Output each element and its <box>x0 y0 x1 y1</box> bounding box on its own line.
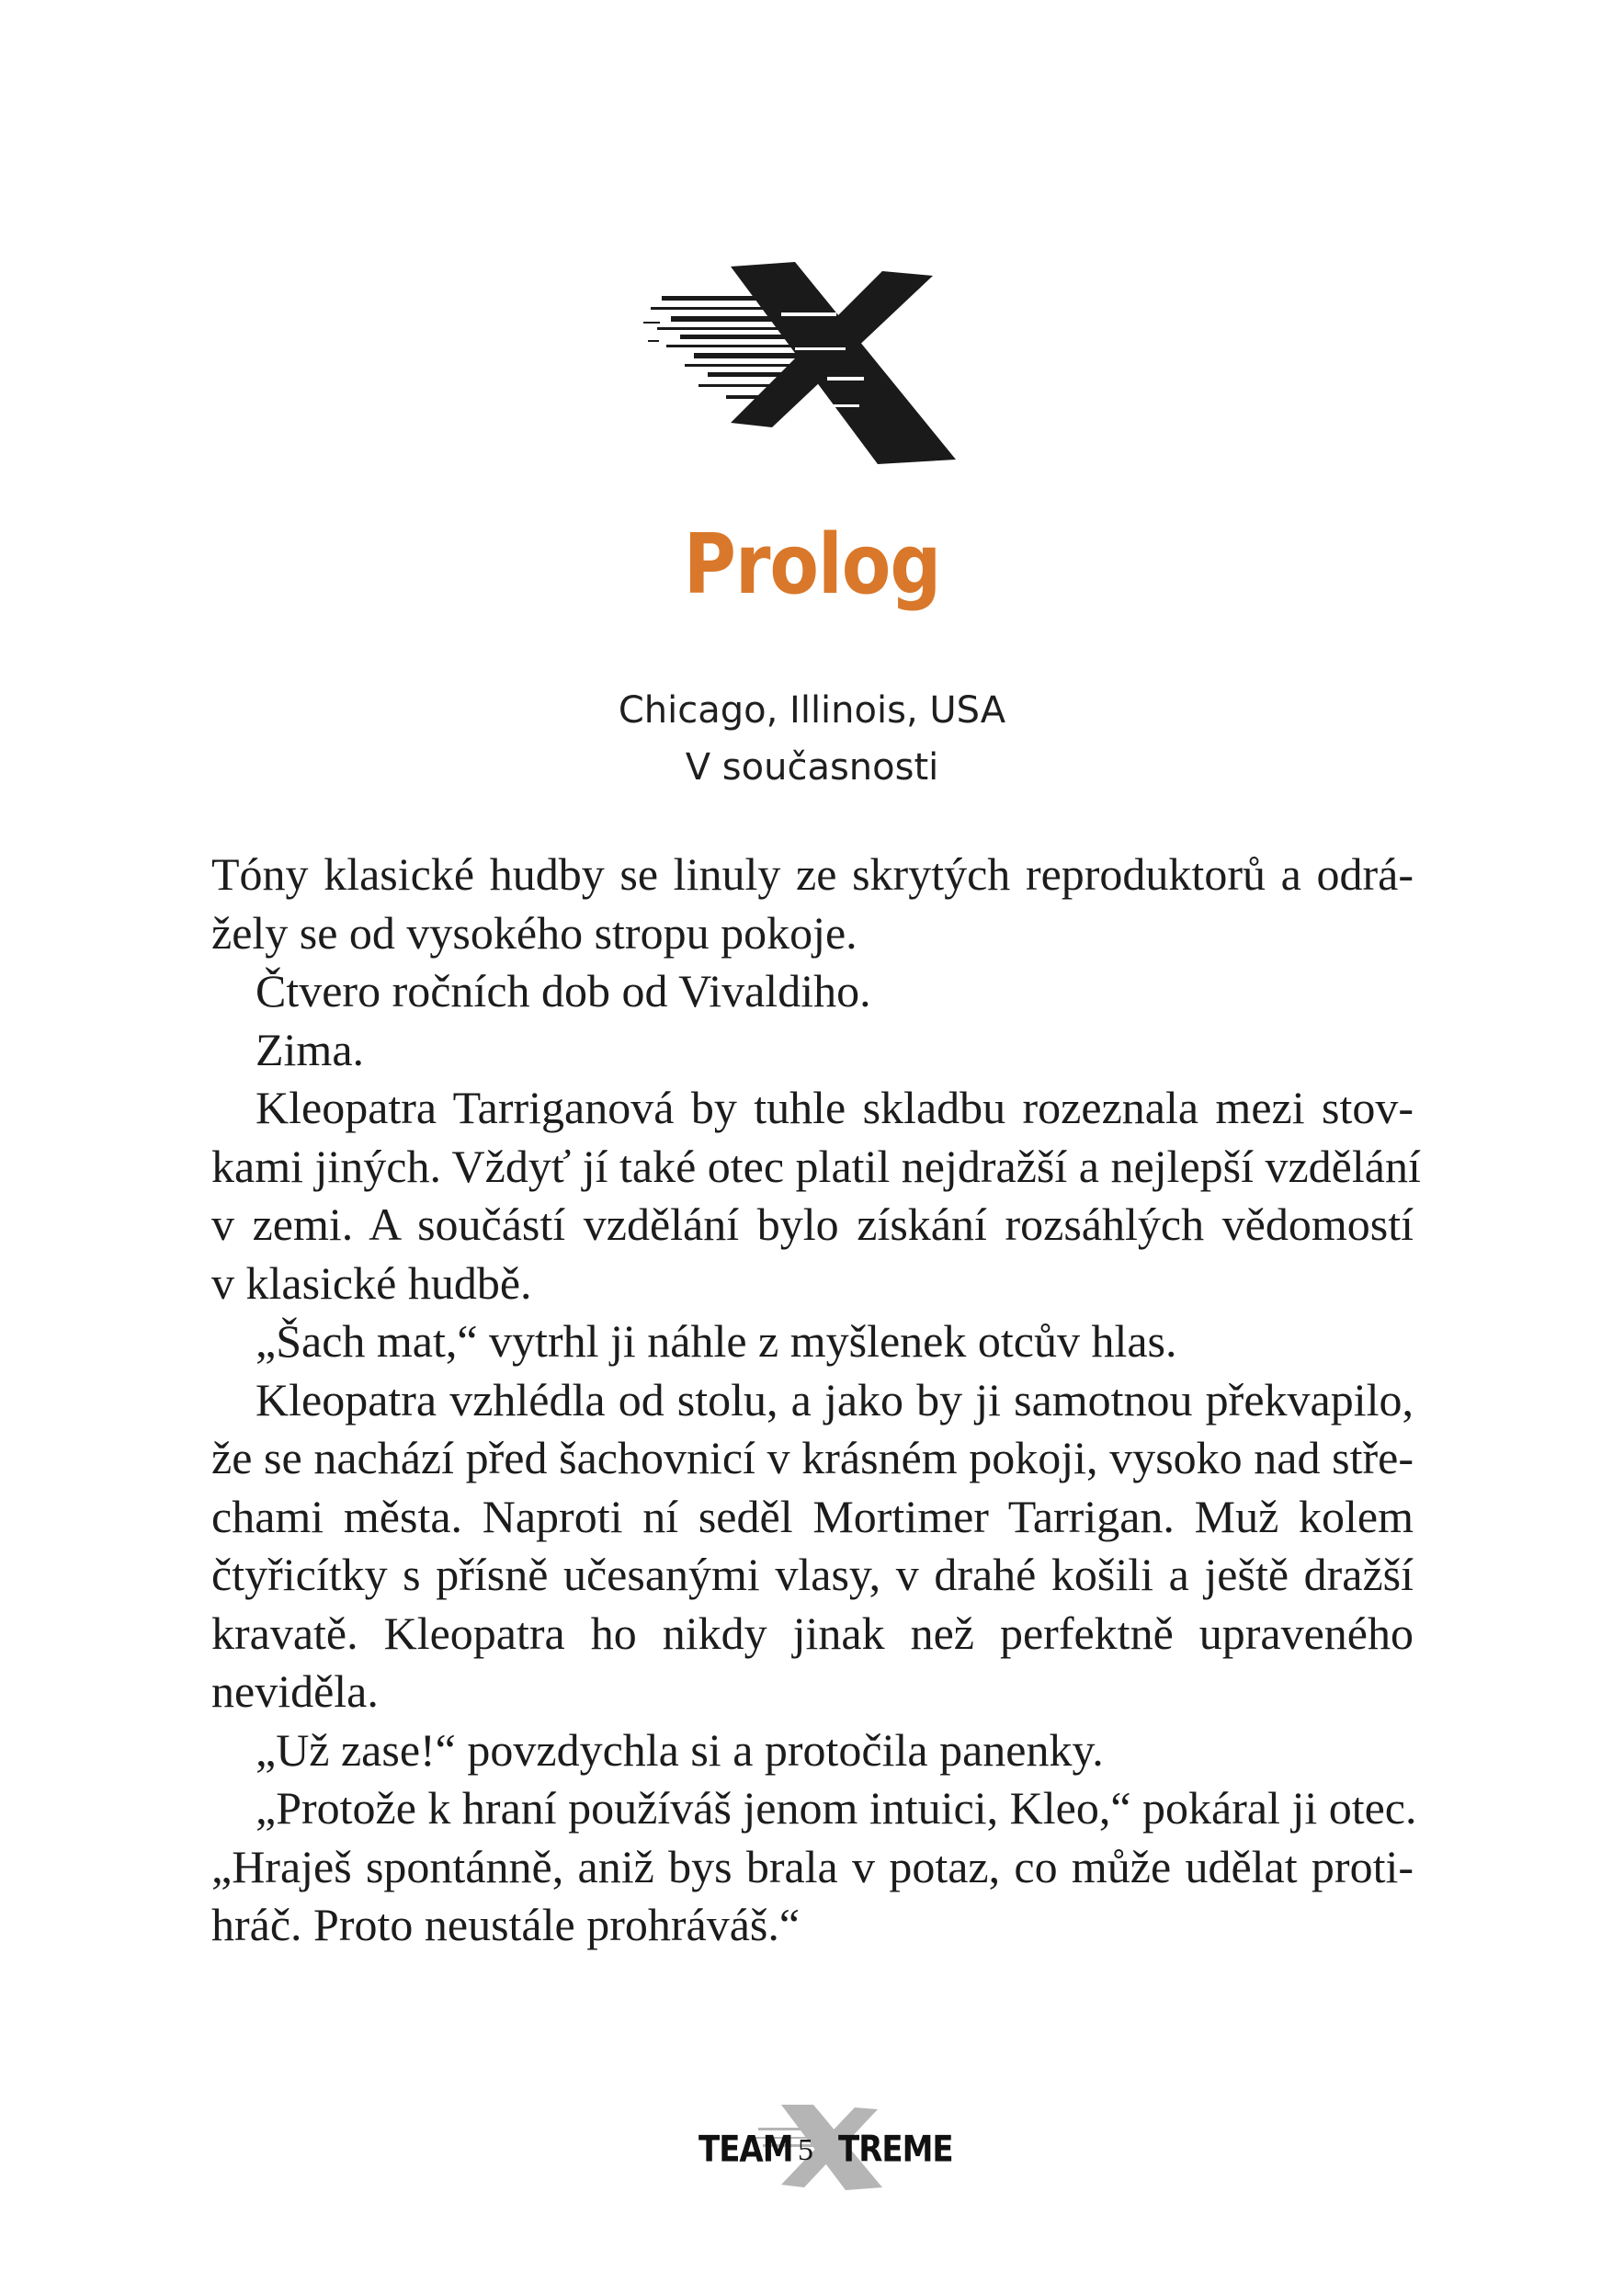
chapter-body <box>211 846 1421 1955</box>
text-line: Tóny klasické hudby se linuly ze skrytých reproduktorů a odrá- <box>211 848 1414 900</box>
text-line: neviděla. <box>211 1665 379 1717</box>
text-line: čtyřicítky s přísně učesanými vlasy, v drahé košili a ještě dražší <box>211 1549 1414 1600</box>
text-line: „Hraješ spontánně, aniž bys brala v potaz, co může udělat proti- <box>211 1840 1414 1892</box>
text-line: že se nachází před šachovnicí v krásném pokoji, vysoko nad stře- <box>211 1432 1414 1483</box>
text-line: „Protože k hraní používáš jenom intuici, Kleo,“ pokáral ji otec. <box>256 1782 1417 1834</box>
text-line: kami jiných. Vždyť jí také otec platil nejdražší a nejlepší vzdělání <box>211 1140 1421 1192</box>
text-line: „Už zase!“ povzdychla si a protočila panenky. <box>256 1723 1104 1776</box>
text-line: Čtvero ročních dob od Vivaldiho. <box>256 965 871 1017</box>
page-number: 5 <box>798 2133 813 2167</box>
chapter-location: Chicago, Illinois, USA <box>618 689 1006 732</box>
text-line: Kleopatra vzhlédla od stolu, a jako by ji samotnou překvapilo, <box>256 1373 1414 1425</box>
footer-brand-right: TREME <box>838 2129 953 2171</box>
chapter-location-block <box>0 682 1624 796</box>
brush-x-icon <box>643 239 956 469</box>
text-line: „Šach mat,“ vytrhl ji náhle z myšlenek otcův hlas. <box>256 1315 1177 1367</box>
chapter-title: Prolog <box>683 517 941 613</box>
text-line: žely se od vysokého stropu pokoje. <box>211 906 857 959</box>
text-line: chami města. Naproti ní seděl Mortimer Tarrigan. Muž kolem <box>211 1490 1414 1542</box>
text-line: hráč. Proto neustále prohráváš.“ <box>211 1899 801 1950</box>
chapter-time: V současnosti <box>685 746 939 789</box>
text-line: v klasické hudbě. <box>211 1256 532 1309</box>
text-line: Zima. <box>256 1023 365 1075</box>
page-footer <box>0 2100 1624 2192</box>
text-line: kravatě. Kleopatra ho nikdy jinak než perfektně upraveného <box>211 1607 1414 1659</box>
footer-brand-left: TEAM <box>698 2129 793 2171</box>
text-line: v zemi. A součástí vzdělání bylo získání rozsáhlých vědomostí <box>211 1198 1414 1250</box>
text-line: Kleopatra Tarriganová by tuhle skladbu rozeznala mezi stov- <box>256 1082 1414 1133</box>
